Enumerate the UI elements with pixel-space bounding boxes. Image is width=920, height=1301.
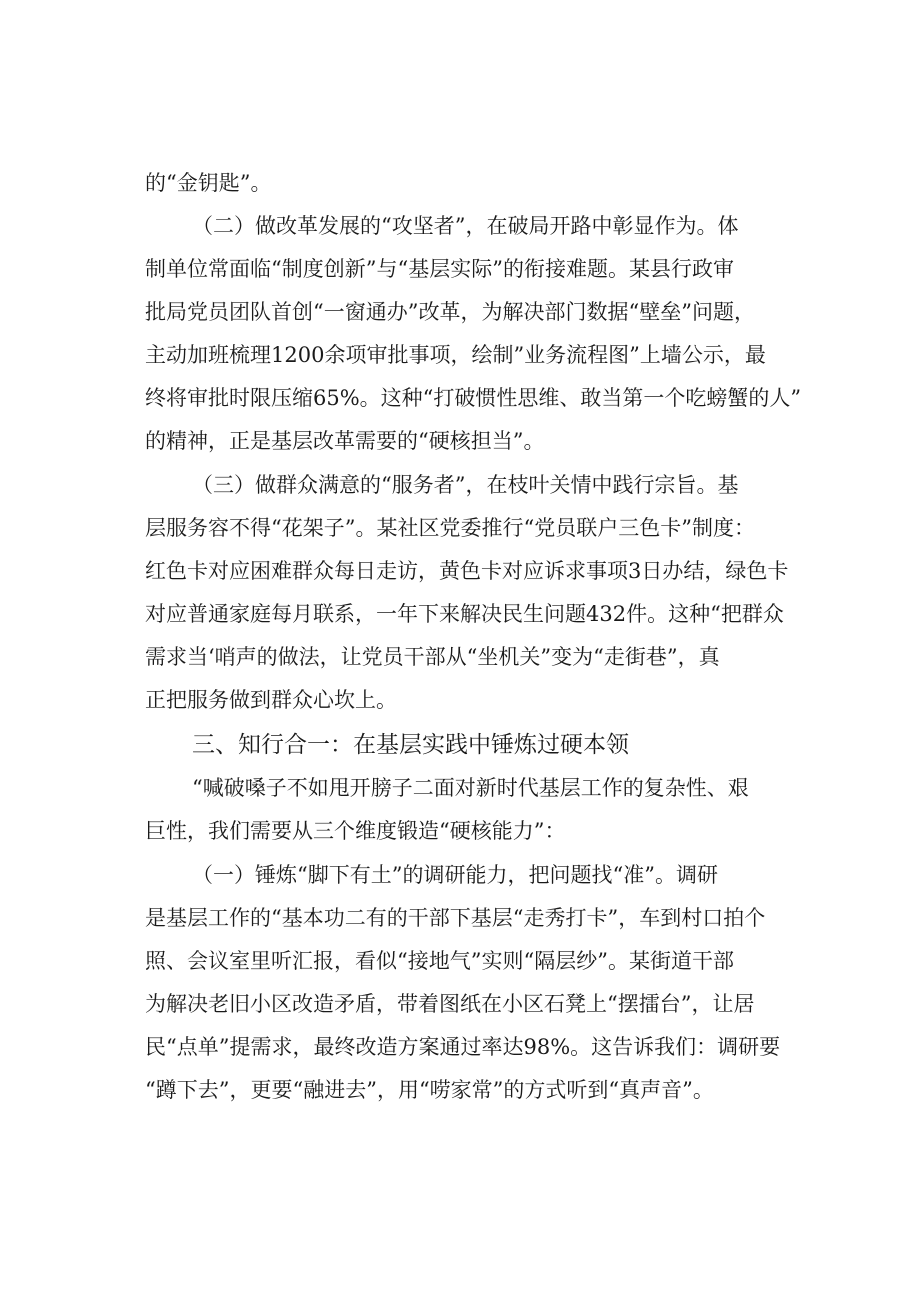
paragraph-line: （一）锤炼“脚下有土”的调研能力，把问题找“准”。调研 — [192, 863, 718, 887]
paragraph-line: “喊破嗓子不如甩开膀子二面对新时代基层工作的复杂性、艰 — [192, 776, 749, 800]
paragraph-line: 是基层工作的“基本功二有的干部下基层“走秀打卡”，车到村口拍个 — [145, 906, 766, 930]
paragraph-line: 照、会议室里听汇报，看似“接地气”实则“隔层纱”。某街道干部 — [145, 949, 734, 973]
paragraph-line: （三）做群众满意的“服务者”，在枝叶关情中践行宗旨。基 — [192, 473, 739, 497]
paragraph-line: 层服务容不得“花架子”。某社区党委推行“党员联户三色卡”制度： — [145, 516, 755, 540]
paragraph-line: 巨性，我们需要从三个维度锻造“硬核能力”： — [145, 819, 566, 843]
paragraph-line: 的精神，正是基层改革需要的“硬核担当”。 — [145, 429, 545, 453]
paragraph-line: 为解决老旧小区改造矛盾，带着图纸在小区石凳上“摆擂台”，让居 — [145, 992, 755, 1016]
section-heading: 三、知行合一：在基层实践中锤炼过硬本领 — [192, 732, 629, 758]
paragraph-line: 制单位常面临“制度创新”与“基层实际”的衔接难题。某县行政审 — [145, 257, 734, 281]
paragraph-line: 需求当‘哨声的做法，让党员干部从“坐机关”变为“走街巷”，真 — [145, 645, 720, 669]
paragraph-line: 对应普通家庭每月联系，一年下来解决民生问题432件。这种“把群众 — [145, 602, 784, 626]
paragraph-line: 红色卡对应困难群众每日走访，黄色卡对应诉求事项3日办结，绿色卡 — [145, 559, 789, 583]
paragraph-line: “蹲下去”，更要“融进去”，用“唠家常”的方式听到“真声音”。 — [145, 1078, 714, 1102]
paragraph-line: 主动加班梳理1200余项审批事项，绘制”业务流程图”上墙公示，最 — [145, 343, 766, 367]
paragraph-line: 的“金钥匙”。 — [145, 171, 272, 195]
paragraph-line: （二）做改革发展的“攻坚者”，在破局开路中彰显作为。体 — [192, 214, 739, 238]
paragraph-line: 正把服务做到群众心坎上。 — [145, 688, 397, 712]
paragraph-line: 批局党员团队首创“一窗通办”改革，为解决部门数据“壁垒”问题， — [145, 300, 755, 324]
paragraph-line: 民“点单”提需求，最终改造方案通过率达98%。这告诉我们：调研要 — [145, 1035, 781, 1059]
paragraph-line: 终将审批时限压缩65%。这种“打破惯性思维、敢当第一个吃螃蟹的人” — [145, 386, 802, 410]
